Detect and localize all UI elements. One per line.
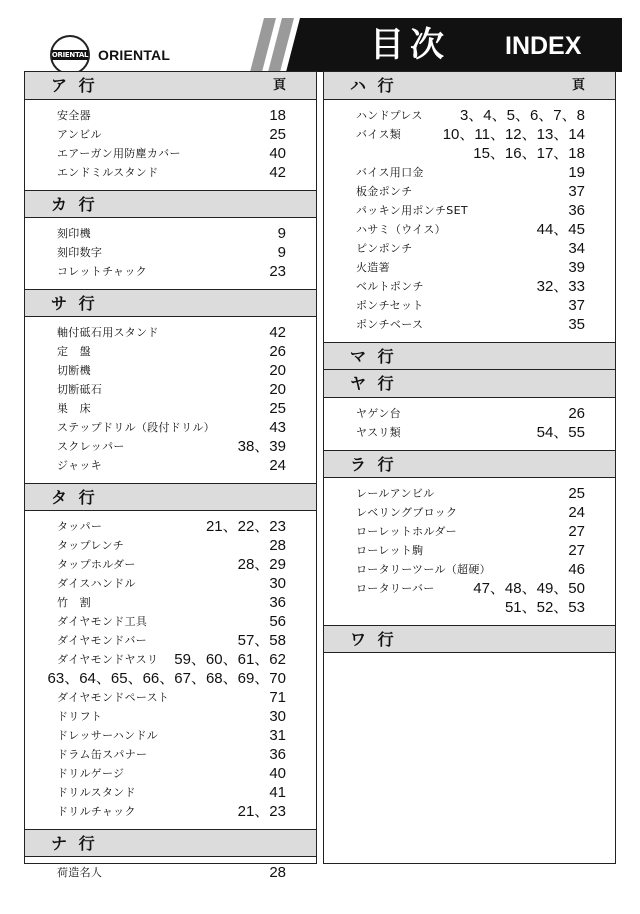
index-entry bbox=[324, 258, 615, 277]
brand-logo bbox=[50, 35, 90, 75]
brand-name: ORIENTAL bbox=[98, 47, 171, 63]
index-entry bbox=[324, 125, 615, 144]
entry-name: ジャッキ bbox=[57, 459, 102, 472]
index-entry bbox=[25, 764, 316, 783]
index-entry bbox=[25, 745, 316, 764]
index-entry bbox=[25, 650, 316, 669]
entry-pages: 30 bbox=[269, 708, 286, 725]
index-column-left bbox=[24, 71, 317, 881]
entry-pages: 54、55 bbox=[536, 424, 585, 441]
entry-pages: 9 bbox=[277, 244, 286, 261]
entry-pages: 42 bbox=[269, 164, 286, 181]
index-entry bbox=[324, 541, 615, 560]
section-header-ra bbox=[324, 450, 615, 478]
index-entry bbox=[324, 404, 615, 423]
entry-name: アンビル bbox=[57, 128, 102, 141]
entry-name: 荷造名人 bbox=[57, 866, 103, 879]
entry-pages: 37 bbox=[568, 297, 585, 314]
section-list bbox=[25, 100, 316, 190]
section-list bbox=[25, 218, 316, 289]
index-entry bbox=[25, 783, 316, 802]
index-entry bbox=[25, 863, 316, 882]
section-header-a bbox=[25, 72, 316, 100]
index-entry bbox=[25, 399, 316, 418]
entry-pages: 59、60、61、62 bbox=[174, 651, 286, 668]
entry-pages: 18 bbox=[269, 107, 286, 124]
page-column-label: 頁 bbox=[571, 78, 585, 93]
section-title: マ 行 bbox=[350, 347, 397, 366]
entry-pages: 21、23 bbox=[237, 803, 286, 820]
section-title: ラ 行 bbox=[350, 455, 397, 474]
entry-pages: 39 bbox=[568, 259, 585, 276]
index-entry bbox=[25, 726, 316, 745]
entry-pages: 46 bbox=[568, 561, 585, 578]
entry-name: 切断機 bbox=[57, 364, 91, 377]
page-title-en: INDEX bbox=[505, 32, 582, 60]
index-entry bbox=[25, 106, 316, 125]
section-title: ナ 行 bbox=[51, 834, 98, 853]
index-column-right bbox=[323, 71, 616, 864]
entry-pages: 41 bbox=[269, 784, 286, 801]
entry-name: バイス用口金 bbox=[356, 166, 424, 179]
entry-name: ローレット駒 bbox=[356, 544, 424, 557]
entry-pages: 35 bbox=[568, 316, 585, 333]
index-entry bbox=[25, 517, 316, 536]
entry-name: 軸付砥石用スタンド bbox=[57, 326, 159, 339]
index-entry bbox=[25, 555, 316, 574]
entry-name: ドリルゲージ bbox=[57, 767, 125, 780]
entry-pages: 38、39 bbox=[237, 438, 286, 455]
index-entry bbox=[25, 163, 316, 182]
index-entry bbox=[324, 423, 615, 442]
section-title: ア 行 bbox=[51, 76, 98, 95]
section-list bbox=[25, 857, 316, 890]
entry-name: 安全器 bbox=[57, 109, 91, 122]
section-title: サ 行 bbox=[51, 294, 98, 313]
section-list bbox=[324, 478, 615, 625]
section-header-ta bbox=[25, 483, 316, 511]
entry-name: ハサミ（ウイス） bbox=[356, 223, 446, 236]
entry-name: コレットチャック bbox=[57, 265, 147, 278]
index-entry bbox=[324, 277, 615, 296]
entry-pages: 9 bbox=[277, 225, 286, 242]
entry-pages: 20 bbox=[269, 362, 286, 379]
entry-name: 定 盤 bbox=[57, 345, 91, 358]
index-entry bbox=[25, 342, 316, 361]
index-entry bbox=[25, 380, 316, 399]
entry-name: ベルトポンチ bbox=[356, 280, 424, 293]
entry-name: 火造箸 bbox=[356, 261, 390, 274]
entry-pages: 40 bbox=[269, 145, 286, 162]
section-list bbox=[25, 317, 316, 483]
index-entry bbox=[25, 536, 316, 555]
index-entry bbox=[324, 503, 615, 522]
entry-pages: 40 bbox=[269, 765, 286, 782]
section-title: ワ 行 bbox=[350, 630, 397, 649]
entry-name: ロータリーツール（超硬） bbox=[356, 563, 491, 576]
section-title: カ 行 bbox=[51, 195, 98, 214]
entry-name: ポンチセット bbox=[356, 299, 424, 312]
index-entry bbox=[25, 574, 316, 593]
entry-pages: 71 bbox=[269, 689, 286, 706]
entry-pages: 20 bbox=[269, 381, 286, 398]
index-entry bbox=[25, 802, 316, 821]
index-entry bbox=[25, 361, 316, 380]
index-entry bbox=[25, 612, 316, 631]
index-entry-continuation bbox=[324, 144, 615, 163]
index-entry bbox=[25, 243, 316, 262]
entry-pages: 24 bbox=[269, 457, 286, 474]
section-header-ma bbox=[324, 342, 615, 370]
entry-pages: 27 bbox=[568, 523, 585, 540]
entry-name: ダイヤモンド工具 bbox=[57, 615, 148, 628]
entry-name: レベリングブロック bbox=[356, 506, 458, 519]
entry-name: タッパー bbox=[57, 520, 103, 533]
entry-name: 切断砥石 bbox=[57, 383, 103, 396]
page-title-jp: 目次 bbox=[370, 25, 450, 65]
entry-pages: 47、48、49、50 bbox=[473, 580, 585, 597]
entry-pages: 10、11、12、13、14 bbox=[442, 126, 585, 143]
entry-name: パッキン用ポンチSET bbox=[356, 204, 468, 217]
entry-pages: 32、33 bbox=[536, 278, 585, 295]
entry-pages: 51、52、53 bbox=[504, 599, 585, 616]
section-header-sa bbox=[25, 289, 316, 317]
entry-pages: 36 bbox=[269, 746, 286, 763]
section-list bbox=[324, 398, 615, 450]
index-entry bbox=[324, 579, 615, 598]
section-list bbox=[25, 511, 316, 829]
entry-pages: 19 bbox=[568, 164, 585, 181]
entry-pages: 24 bbox=[568, 504, 585, 521]
entry-name: レールアンビル bbox=[356, 487, 435, 500]
index-entry bbox=[324, 182, 615, 201]
entry-name: ローレットホルダー bbox=[356, 525, 457, 538]
section-header-wa bbox=[324, 625, 615, 653]
entry-name: ドリルスタンド bbox=[57, 786, 136, 799]
entry-pages: 27 bbox=[568, 542, 585, 559]
entry-name: 竹 割 bbox=[57, 596, 91, 609]
entry-name: ダイヤモンドヤスリ bbox=[57, 653, 159, 666]
entry-pages: 28 bbox=[269, 537, 286, 554]
entry-name: タップホルダー bbox=[57, 558, 136, 571]
entry-name: ヤゲン台 bbox=[356, 407, 401, 420]
entry-pages: 36 bbox=[269, 594, 286, 611]
entry-name: エアーガン用防塵カバー bbox=[57, 147, 181, 160]
index-entry bbox=[25, 418, 316, 437]
entry-name: バイス類 bbox=[356, 128, 402, 141]
entry-pages: 26 bbox=[269, 343, 286, 360]
index-entry bbox=[25, 707, 316, 726]
entry-name: ステップドリル（段付ドリル） bbox=[57, 421, 215, 434]
entry-name: 巣 床 bbox=[57, 402, 91, 415]
index-entry bbox=[324, 315, 615, 334]
entry-name: ダイヤモンドバー bbox=[57, 634, 147, 647]
index-entry-continuation bbox=[25, 669, 316, 688]
entry-name: ドリフト bbox=[57, 710, 103, 723]
entry-pages: 34 bbox=[568, 240, 585, 257]
section-header-ka bbox=[25, 190, 316, 218]
entry-pages: 63、64、65、66、67、68、69、70 bbox=[47, 670, 286, 687]
page-column-label: 頁 bbox=[272, 78, 286, 93]
entry-name: 刻印機 bbox=[57, 227, 91, 240]
entry-name: ピンポンチ bbox=[356, 242, 413, 255]
index-entry-continuation bbox=[324, 598, 615, 617]
entry-pages: 25 bbox=[269, 400, 286, 417]
section-list bbox=[324, 100, 615, 342]
section-header-ya bbox=[324, 370, 615, 398]
index-entry bbox=[25, 593, 316, 612]
entry-name: ハンドプレス bbox=[356, 109, 423, 122]
index-entry bbox=[25, 144, 316, 163]
entry-name: 刻印数字 bbox=[57, 246, 103, 259]
entry-pages: 31 bbox=[269, 727, 286, 744]
entry-pages: 44、45 bbox=[536, 221, 585, 238]
entry-name: タップレンチ bbox=[57, 539, 125, 552]
entry-pages: 26 bbox=[568, 405, 585, 422]
entry-name: ポンチベース bbox=[356, 318, 424, 331]
entry-name: ダイヤモンドペースト bbox=[57, 691, 170, 704]
index-entry bbox=[25, 125, 316, 144]
entry-name: ドレッサーハンドル bbox=[57, 729, 159, 742]
index-entry bbox=[25, 456, 316, 475]
entry-pages: 43 bbox=[269, 419, 286, 436]
entry-pages: 23 bbox=[269, 263, 286, 280]
entry-pages: 25 bbox=[269, 126, 286, 143]
index-entry bbox=[324, 560, 615, 579]
index-entry bbox=[324, 484, 615, 503]
section-title: ヤ 行 bbox=[350, 374, 397, 393]
entry-pages: 57、58 bbox=[237, 632, 286, 649]
index-entry bbox=[324, 163, 615, 182]
entry-pages: 21、22、23 bbox=[205, 518, 286, 535]
index-entry bbox=[324, 239, 615, 258]
section-header-na bbox=[25, 829, 316, 857]
entry-pages: 25 bbox=[568, 485, 585, 502]
entry-pages: 56 bbox=[269, 613, 286, 630]
entry-pages: 28 bbox=[269, 864, 286, 881]
section-header-ha bbox=[324, 72, 615, 100]
index-entry bbox=[25, 631, 316, 650]
entry-pages: 37 bbox=[568, 183, 585, 200]
entry-name: ドラム缶スパナー bbox=[57, 748, 148, 761]
index-entry bbox=[25, 323, 316, 342]
index-entry bbox=[25, 437, 316, 456]
entry-name: ヤスリ類 bbox=[356, 426, 401, 439]
entry-name: ダイスハンドル bbox=[57, 577, 136, 590]
index-entry bbox=[324, 201, 615, 220]
index-entry bbox=[324, 522, 615, 541]
entry-pages: 30 bbox=[269, 575, 286, 592]
entry-pages: 15、16、17、18 bbox=[473, 145, 585, 162]
entry-name: ロータリーバー bbox=[356, 582, 435, 595]
entry-name: エンドミルスタンド bbox=[57, 166, 159, 179]
entry-name: ドリルチャック bbox=[57, 805, 136, 818]
index-entry bbox=[25, 224, 316, 243]
index-entry bbox=[324, 106, 615, 125]
index-entry bbox=[25, 262, 316, 281]
index-entry bbox=[324, 220, 615, 239]
section-title: ハ 行 bbox=[350, 76, 397, 95]
index-entry bbox=[324, 296, 615, 315]
entry-name: 板金ポンチ bbox=[356, 185, 413, 198]
entry-name: スクレッパー bbox=[57, 440, 125, 453]
entry-pages: 42 bbox=[269, 324, 286, 341]
logo-band-text: ORIENTAL bbox=[51, 51, 89, 59]
entry-pages: 28、29 bbox=[237, 556, 286, 573]
index-entry bbox=[25, 688, 316, 707]
section-title: タ 行 bbox=[51, 488, 98, 507]
entry-pages: 3、4、5、6、7、8 bbox=[459, 107, 585, 124]
entry-pages: 36 bbox=[568, 202, 585, 219]
